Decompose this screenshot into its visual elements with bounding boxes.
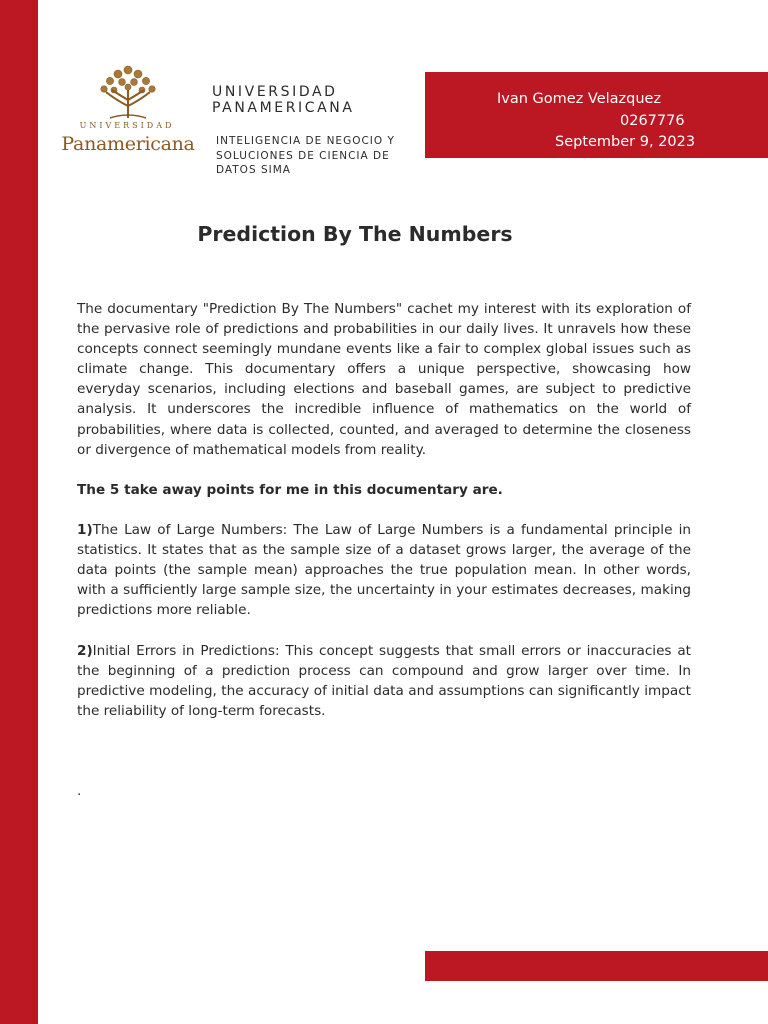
point-number: 1) xyxy=(77,522,93,539)
tree-logo-icon xyxy=(48,60,208,122)
trailing-mark: . xyxy=(77,783,82,800)
logo-word-panamericana: Panamericana xyxy=(61,133,195,155)
document-date: September 9, 2023 xyxy=(555,134,696,150)
university-logo xyxy=(48,60,208,160)
logo-word-universidad: UNIVERSIDAD xyxy=(79,121,175,130)
point-number: 2) xyxy=(77,642,93,659)
student-info-box xyxy=(425,72,768,158)
university-name-line1: UNIVERSIDAD xyxy=(212,84,338,100)
intro-paragraph: The documentary "Prediction By The Numbers" cachet my interest with its exploration of the pervasive role of predictions and probabilities in our daily lives. It unravels how these concepts connect seemingly mundane events like a fair to complex global issues such as climate change. This documentary offers a unique perspective, showcasing how everyday scenarios, including elections and baseball games, are subject to predictive analysis. It underscores the incredible influence of mathematics on the world of probabilities, where data is collected, counted, and averaged to determine the closeness or divergence of mathematical models from reality. xyxy=(77,301,691,458)
takeaway-point xyxy=(77,520,691,620)
student-id: 0267776 xyxy=(620,113,685,129)
footer-accent-bar xyxy=(425,951,768,981)
takeaway-point xyxy=(77,641,691,721)
page-title: Prediction By The Numbers xyxy=(197,222,513,246)
university-name-line2: PANAMERICANA xyxy=(212,100,355,116)
document-body xyxy=(77,299,691,801)
point-text: The Law of Large Numbers: The Law of Large Numbers is a fundamental principle in statistics. It states that as the sample size of a dataset grows larger, the average of the data points (the sample mean) approaches the true population mean. In other words, with a sufficiently large sample size, the uncertainty in your estimates decreases, making predictions more reliable. xyxy=(77,522,691,619)
program-name: INTELIGENCIA DE NEGOCIO Y SOLUCIONES DE CIENCIA DE DATOS SIMA xyxy=(216,135,395,176)
student-name: Ivan Gomez Velazquez xyxy=(497,91,662,107)
left-accent-bar xyxy=(0,0,38,1024)
takeaway-heading: The 5 take away points for me in this documentary are. xyxy=(77,481,503,498)
point-text: Initial Errors in Predictions: This concept suggests that small errors or inaccuracies at the beginning of a prediction process can compound and grow larger over time. In predictive modeling, the accuracy of initial data and assumptions can significantly impact the reliability of long-term forecasts. xyxy=(77,642,691,719)
university-name xyxy=(212,84,412,116)
